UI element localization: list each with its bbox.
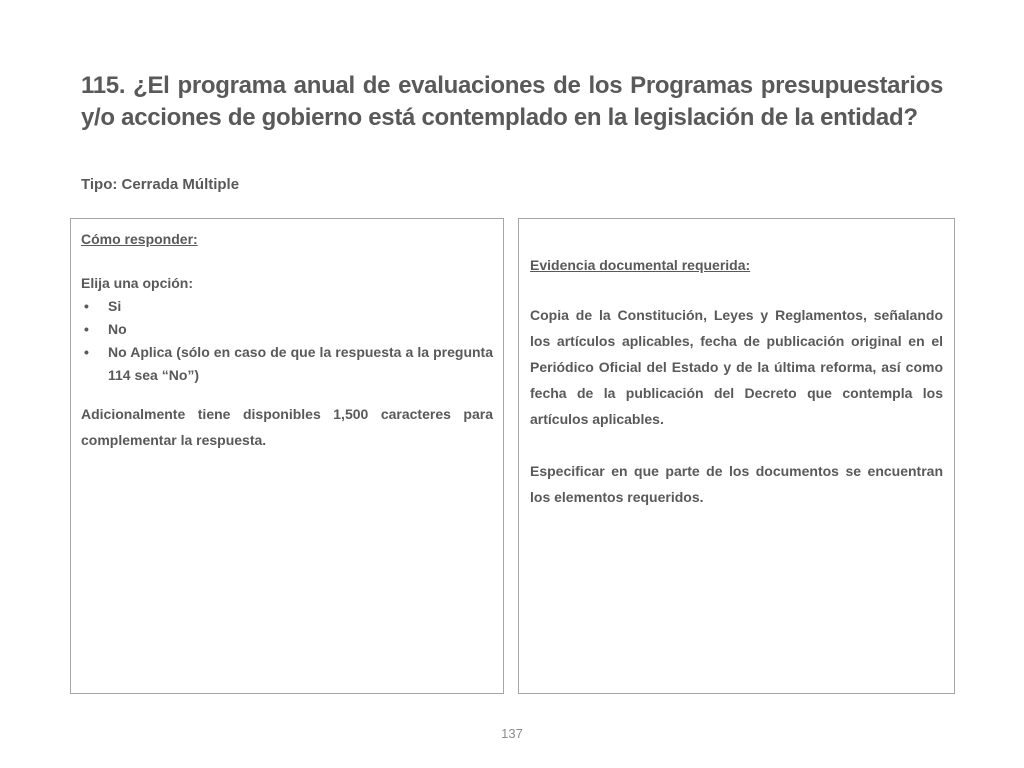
bullet-icon: • (84, 344, 89, 360)
how-to-answer-panel (70, 218, 504, 694)
option-label: No (108, 321, 127, 337)
spacer (530, 432, 943, 458)
option-no (81, 318, 493, 341)
question-type: Tipo: Cerrada Múltiple (81, 176, 240, 193)
option-note: (sólo en caso de que la respuesta a la pregunta 114 sea “No”) (108, 344, 493, 383)
option-no-aplica (81, 341, 493, 387)
option-si (81, 295, 493, 318)
choose-option-instruction: Elija una opción: (81, 275, 194, 291)
bullet-icon: • (84, 298, 89, 314)
required-evidence-panel (518, 218, 955, 694)
page-number: 137 (501, 726, 523, 741)
spacer (81, 250, 493, 272)
question-title: 115. ¿El programa anual de evaluaciones de los Programas presupuestarios y/o acciones de gobierno está contemplado en la legislación de la entidad? (81, 72, 943, 131)
required-evidence-heading: Evidencia documental requerida: (530, 257, 751, 273)
additional-characters-note: Adicionalmente tiene disponibles 1,500 caracteres para complementar la respuesta. (81, 406, 493, 448)
bullet-icon: • (84, 321, 89, 337)
evidence-paragraph-2: Especificar en que parte de los documentos se encuentran los elementos requeridos. (530, 463, 943, 505)
evidence-paragraph-1: Copia de la Constitución, Leyes y Reglamentos, señalando los artículos aplicables, fecha de publicación original en el Periódico Oficial del Estado y de la última reforma, así como fecha de la publicación del Decreto que contempla los artículos aplicables. (530, 307, 943, 427)
option-label: Si (108, 298, 122, 314)
how-to-answer-heading: Cómo responder: (81, 231, 198, 247)
spacer (81, 387, 493, 401)
spacer (530, 276, 943, 302)
answer-options-list (81, 295, 493, 387)
option-label: No Aplica (108, 344, 173, 360)
